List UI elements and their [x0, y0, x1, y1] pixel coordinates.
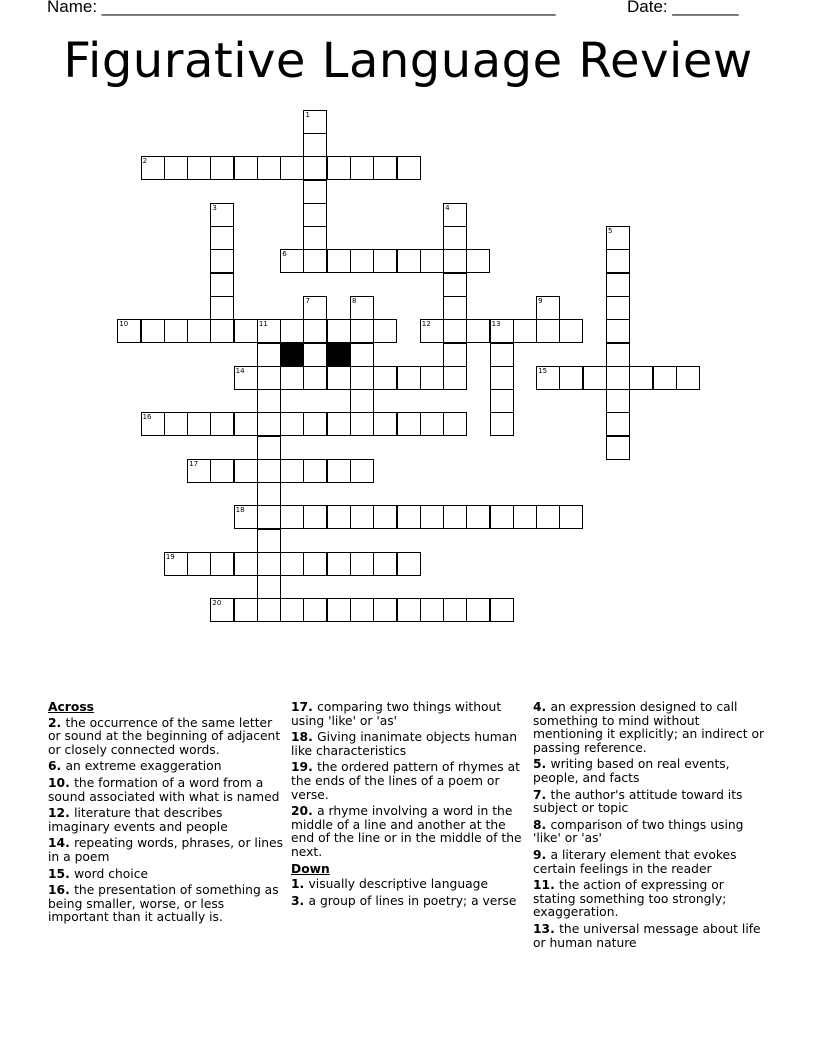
crossword-cell	[350, 343, 374, 367]
crossword-cell	[141, 412, 165, 436]
crossword-cell	[303, 296, 327, 320]
cell-number: 20	[212, 599, 222, 608]
clue-text: the ordered pattern of rhymes at the ends of the lines of a poem or verse.	[291, 760, 520, 802]
crossword-cell	[490, 343, 514, 367]
clue-number: 2.	[48, 715, 66, 730]
crossword-cell	[280, 459, 304, 483]
crossword-cell	[210, 156, 234, 180]
crossword-cell	[327, 505, 351, 529]
crossword-cell	[420, 366, 444, 390]
crossword-cell	[164, 412, 188, 436]
crossword-cell	[606, 343, 630, 367]
crossword-cell	[350, 156, 374, 180]
crossword-black-cell	[327, 343, 351, 367]
crossword-cell	[187, 156, 211, 180]
clue-item	[533, 758, 769, 785]
crossword-cell	[303, 343, 327, 367]
crossword-cell	[280, 249, 304, 273]
crossword-cell	[443, 505, 467, 529]
cell-number: 14	[235, 366, 245, 375]
crossword-cell	[397, 366, 421, 390]
crossword-cell	[303, 203, 327, 227]
down-clue-list	[291, 878, 527, 908]
crossword-cell	[303, 249, 327, 273]
crossword-cell	[210, 598, 234, 622]
clue-item	[48, 868, 284, 882]
clue-text: the occurrence of the same letter or sound at the beginning of adjacent or closely connected words.	[48, 715, 281, 757]
crossword-cell	[373, 552, 397, 576]
crossword-cell	[350, 552, 374, 576]
crossword-cell	[257, 156, 281, 180]
crossword-cell	[210, 203, 234, 227]
clue-number: 10.	[48, 775, 75, 790]
crossword-cell	[210, 273, 234, 297]
crossword-cell	[257, 552, 281, 576]
across-clue-list	[48, 717, 284, 925]
crossword-cell	[536, 319, 560, 343]
crossword-cell	[373, 319, 397, 343]
crossword-cell	[490, 598, 514, 622]
crossword-cell	[466, 598, 490, 622]
crossword-cell	[606, 273, 630, 297]
clue-text: a literary element that evokes certain feelings in the reader	[533, 847, 737, 876]
crossword-cell	[490, 319, 514, 343]
clue-text: the author's attitude toward its subject or topic	[533, 787, 743, 816]
crossword-cell	[420, 412, 444, 436]
page-title: Figurative Language Review	[63, 33, 753, 89]
crossword-cell	[141, 319, 165, 343]
crossword-cell	[606, 436, 630, 460]
crossword-cell	[443, 249, 467, 273]
crossword-cell	[443, 273, 467, 297]
crossword-cell	[303, 412, 327, 436]
crossword-cell	[350, 505, 374, 529]
crossword-cell	[280, 156, 304, 180]
crossword-cell	[327, 319, 351, 343]
clue-item	[533, 879, 769, 920]
crossword-cell	[234, 459, 258, 483]
clue-column-3	[533, 701, 769, 953]
clue-number: 8.	[533, 817, 551, 832]
crossword-cell	[303, 552, 327, 576]
crossword-cell	[373, 505, 397, 529]
crossword-cell	[513, 505, 537, 529]
crossword-cell	[257, 412, 281, 436]
crossword-cell	[303, 110, 327, 134]
cell-number: 15	[538, 366, 548, 375]
cell-number: 19	[165, 552, 175, 561]
clue-item	[291, 805, 527, 859]
cell-number: 11	[258, 320, 268, 329]
crossword-cell	[350, 412, 374, 436]
cell-number: 16	[142, 413, 152, 422]
crossword-cell	[443, 296, 467, 320]
crossword-cell	[350, 296, 374, 320]
crossword-cell	[164, 552, 188, 576]
crossword-cell	[583, 366, 607, 390]
crossword-cell	[536, 366, 560, 390]
crossword-cell	[303, 319, 327, 343]
name-field-label: Name: ________________________________________________	[47, 0, 556, 16]
down-clue-list-continued	[533, 701, 769, 950]
clue-item	[48, 884, 284, 925]
cell-number: 6	[282, 250, 287, 259]
crossword-cell	[397, 249, 421, 273]
crossword-cell	[350, 389, 374, 413]
clue-item	[533, 819, 769, 846]
clue-number: 15.	[48, 866, 75, 881]
crossword-cell	[234, 319, 258, 343]
clue-item	[291, 731, 527, 758]
crossword-cell	[257, 459, 281, 483]
clue-item	[533, 849, 769, 876]
crossword-cell	[327, 412, 351, 436]
cell-number: 7	[305, 296, 310, 305]
crossword-cell	[350, 249, 374, 273]
crossword-cell	[303, 505, 327, 529]
clue-text: visually descriptive language	[308, 877, 489, 892]
clue-number: 5.	[533, 757, 551, 772]
crossword-cell	[350, 598, 374, 622]
clue-item	[291, 701, 527, 728]
clue-text: word choice	[74, 866, 149, 881]
cell-number: 18	[235, 506, 245, 515]
cell-number: 5	[607, 227, 613, 236]
crossword-cell	[257, 389, 281, 413]
clue-column-1	[48, 701, 284, 928]
clue-text: an expression designed to call something to mind without mentioning it explicitly; an indirect or passing reference.	[533, 700, 765, 755]
crossword-cell	[164, 156, 188, 180]
crossword-cell	[327, 459, 351, 483]
crossword-cell	[606, 226, 630, 250]
crossword-cell	[257, 598, 281, 622]
crossword-cell	[490, 505, 514, 529]
crossword-cell	[303, 226, 327, 250]
clue-number: 13.	[533, 921, 560, 936]
crossword-cell	[397, 598, 421, 622]
crossword-cell	[373, 156, 397, 180]
crossword-cell	[257, 366, 281, 390]
crossword-cell	[373, 249, 397, 273]
cell-number: 9	[538, 296, 543, 305]
clue-item	[533, 789, 769, 816]
clue-number: 20.	[291, 804, 318, 819]
crossword-cell	[210, 319, 234, 343]
clue-number: 7.	[533, 787, 551, 802]
crossword-cell	[420, 319, 444, 343]
crossword-cell	[606, 249, 630, 273]
crossword-cell	[443, 598, 467, 622]
crossword-cell	[397, 505, 421, 529]
crossword-cell	[443, 319, 467, 343]
crossword-cell	[303, 459, 327, 483]
clue-item	[291, 878, 527, 892]
crossword-cell	[234, 552, 258, 576]
crossword-cell	[397, 552, 421, 576]
crossword-cell	[327, 598, 351, 622]
clue-number: 4.	[533, 700, 551, 714]
cell-number: 2	[142, 157, 148, 166]
clue-text: literature that describes imaginary events and people	[48, 806, 228, 834]
crossword-cell	[187, 459, 211, 483]
clue-number: 16.	[48, 883, 75, 898]
crossword-cell	[350, 319, 374, 343]
crossword-cell	[164, 319, 188, 343]
crossword-cell	[234, 505, 258, 529]
crossword-cell	[210, 249, 234, 273]
clue-text: repeating words, phrases, or lines in a poem	[48, 836, 284, 864]
clue-text: the presentation of something as being smaller, worse, or less important than it actually is.	[48, 883, 279, 925]
crossword-cell	[676, 366, 700, 390]
crossword-cell	[303, 156, 327, 180]
crossword-cell	[490, 412, 514, 436]
crossword-cell	[280, 412, 304, 436]
cell-number: 10	[119, 320, 129, 329]
crossword-cell	[443, 366, 467, 390]
crossword-cell	[234, 156, 258, 180]
crossword-cell	[606, 296, 630, 320]
clue-number: 18.	[291, 730, 318, 745]
crossword-cell	[187, 319, 211, 343]
crossword-cell	[350, 459, 374, 483]
cell-number: 12	[421, 320, 431, 329]
cell-number: 1	[305, 110, 310, 119]
crossword-cell	[257, 319, 281, 343]
crossword-cell	[303, 366, 327, 390]
crossword-cell	[606, 366, 630, 390]
crossword-cell	[187, 412, 211, 436]
clue-item	[533, 701, 769, 755]
across-heading: Across	[48, 700, 94, 714]
clue-text: Giving inanimate objects human like characteristics	[291, 730, 518, 758]
down-heading: Down	[291, 861, 330, 876]
crossword-cell	[327, 249, 351, 273]
clue-text: writing based on real events, people, and facts	[533, 757, 730, 785]
clue-number: 3.	[291, 893, 309, 908]
clue-number: 17.	[291, 700, 318, 714]
crossword-cell	[373, 366, 397, 390]
crossword-cell	[303, 598, 327, 622]
crossword-cell	[397, 412, 421, 436]
crossword-cell	[257, 529, 281, 553]
crossword-cell	[373, 598, 397, 622]
clue-text: a rhyme involving a word in the middle of a line and another at the end of the line or in the middle of the next.	[291, 804, 522, 859]
crossword-cell	[536, 296, 560, 320]
crossword-cell	[280, 319, 304, 343]
crossword-cell	[559, 319, 583, 343]
crossword-cell	[210, 552, 234, 576]
crossword-cell	[559, 366, 583, 390]
crossword-cell	[257, 482, 281, 506]
clue-item	[48, 837, 284, 864]
crossword-cell	[280, 366, 304, 390]
crossword-cell	[303, 133, 327, 157]
crossword-cell	[397, 156, 421, 180]
crossword-cell	[257, 436, 281, 460]
crossword-cell	[117, 319, 141, 343]
crossword-cell	[629, 366, 653, 390]
cell-number: 13	[491, 320, 501, 329]
crossword-cell	[606, 412, 630, 436]
crossword-cell	[466, 319, 490, 343]
crossword-cell	[280, 505, 304, 529]
clue-number: 1.	[291, 877, 309, 892]
clue-text: comparing two things without using 'like' or 'as'	[291, 700, 502, 728]
crossword-cell	[234, 598, 258, 622]
crossword-cell	[606, 319, 630, 343]
crossword-black-cell	[280, 343, 304, 367]
cell-number: 8	[352, 296, 357, 305]
clue-number: 14.	[48, 836, 75, 851]
clue-item	[48, 807, 284, 834]
crossword-cell	[327, 552, 351, 576]
cell-number: 3	[212, 203, 217, 212]
across-clue-list-continued	[291, 701, 527, 860]
crossword-cell	[466, 249, 490, 273]
crossword-cell	[420, 598, 444, 622]
clue-text: the formation of a word from a sound associated with what is named	[48, 775, 280, 804]
crossword-cell	[443, 343, 467, 367]
crossword-cell	[327, 156, 351, 180]
clue-text: a group of lines in poetry; a verse	[308, 893, 517, 908]
clue-number: 12.	[48, 806, 75, 821]
crossword-cell	[466, 505, 490, 529]
clue-item	[533, 923, 769, 950]
crossword-cell	[257, 505, 281, 529]
crossword-cell	[280, 598, 304, 622]
clue-text: the universal message about life or human nature	[533, 921, 761, 950]
crossword-cell	[210, 412, 234, 436]
crossword-cell	[443, 226, 467, 250]
crossword-cell	[536, 505, 560, 529]
clue-item	[291, 895, 527, 909]
clue-number: 19.	[291, 760, 318, 775]
clue-text: comparison of two things using 'like' or 'as'	[533, 817, 744, 846]
crossword-cell	[280, 552, 304, 576]
crossword-cell	[443, 412, 467, 436]
crossword-cell	[210, 459, 234, 483]
crossword-cell	[559, 505, 583, 529]
crossword-cell	[420, 505, 444, 529]
crossword-cell	[210, 226, 234, 250]
crossword-cell	[490, 389, 514, 413]
cell-number: 17	[189, 459, 199, 468]
crossword-cell	[327, 366, 351, 390]
crossword-cell	[350, 366, 374, 390]
clue-item	[48, 760, 284, 774]
cell-number: 4	[445, 203, 450, 212]
clue-item	[48, 777, 284, 804]
crossword-cell	[303, 180, 327, 204]
crossword-cell	[606, 389, 630, 413]
crossword-cell	[234, 366, 258, 390]
crossword-cell	[443, 203, 467, 227]
crossword-cell	[257, 343, 281, 367]
date-field-label: Date: _______	[627, 0, 739, 16]
crossword-cell	[420, 249, 444, 273]
clue-item	[291, 761, 527, 802]
crossword-cell	[141, 156, 165, 180]
clue-number: 9.	[533, 847, 551, 862]
crossword-cell	[373, 412, 397, 436]
crossword-cell	[513, 319, 537, 343]
crossword-cell	[653, 366, 677, 390]
clue-item	[48, 717, 284, 758]
clue-number: 11.	[533, 878, 560, 893]
crossword-cell	[187, 552, 211, 576]
clue-column-2	[291, 701, 527, 911]
clue-text: the action of expressing or stating something too strongly; exaggeration.	[533, 878, 727, 920]
crossword-cell	[490, 366, 514, 390]
crossword-cell	[210, 296, 234, 320]
clue-text: an extreme exaggeration	[65, 759, 222, 774]
crossword-cell	[257, 575, 281, 599]
clue-number: 6.	[48, 759, 66, 774]
crossword-cell	[234, 412, 258, 436]
